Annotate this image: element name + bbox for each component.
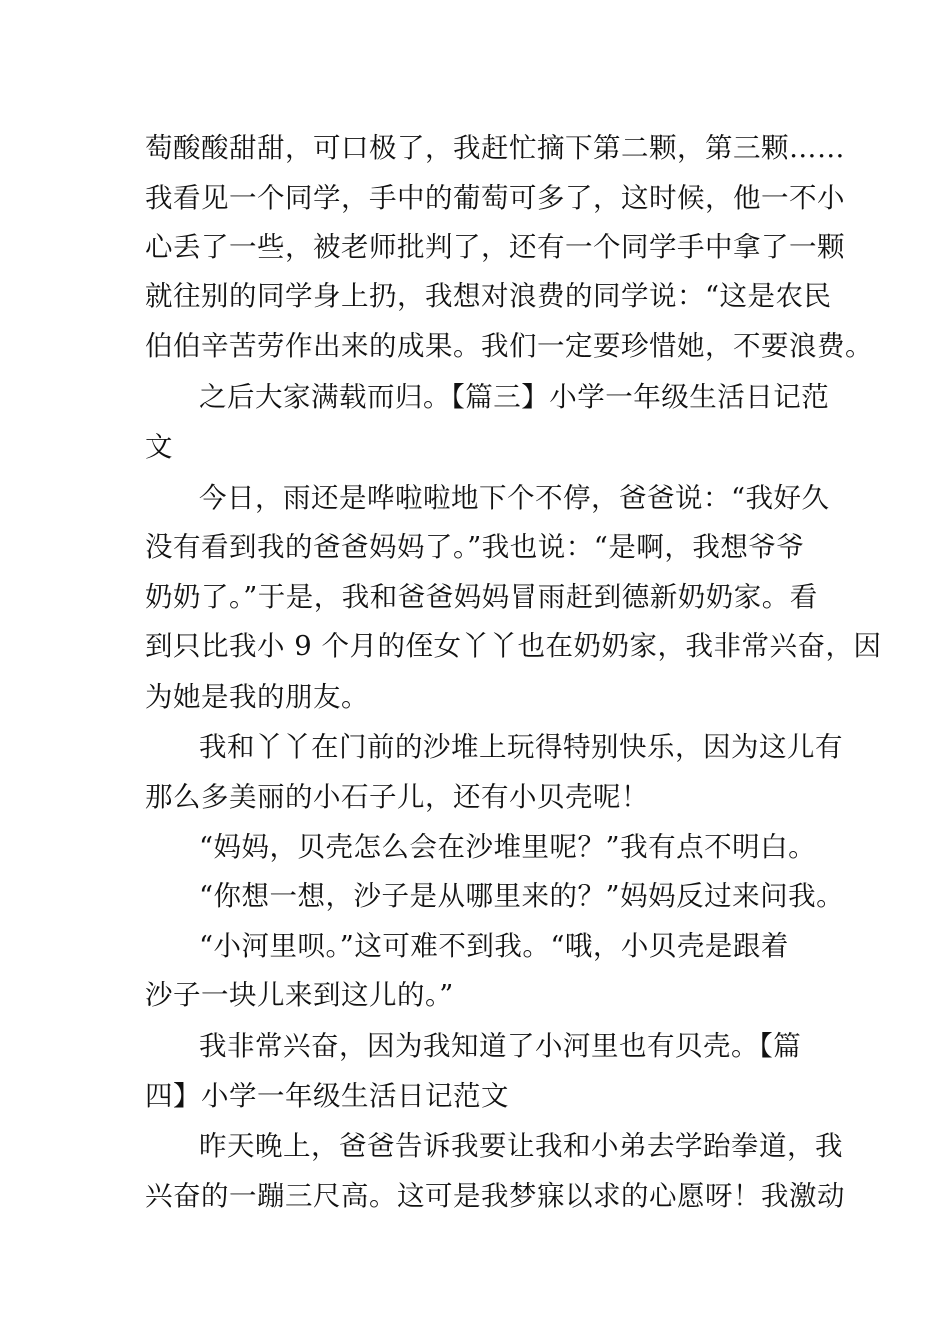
paragraph-start-line: 今日，雨还是哗啦啦地下个不停，爸爸说：“我好久 [199, 482, 830, 514]
text-line: 我看见一个同学，手中的葡萄可多了，这时候，他一不小 [145, 182, 845, 214]
text-line: 就往别的同学身上扔，我想对浪费的同学说：“这是农民 [145, 280, 832, 312]
dialogue-line: “妈妈，贝壳怎么会在沙堆里呢？”我有点不明白。 [199, 831, 817, 863]
dialogue-line: “小河里呗。”这可难不到我。“哦，小贝壳是跟着 [199, 930, 789, 962]
text-line: 伯伯辛苦劳作出来的成果。我们一定要珍惜她，不要浪费。 [145, 330, 873, 362]
text-line: 奶奶了。”于是，我和爸爸妈妈冒雨赶到德新奶奶家。看 [145, 581, 818, 613]
text-line: 心丢了一些，被老师批判了，还有一个同学手中拿了一颗 [145, 231, 845, 263]
paragraph-start-line: 我和丫丫在门前的沙堆上玩得特别快乐，因为这儿有 [199, 731, 843, 763]
text-line: 文 [145, 431, 173, 463]
paragraph-start-line: 昨天晚上，爸爸告诉我要让我和小弟去学跆拳道，我 [199, 1130, 843, 1162]
text-line: 四】小学一年级生活日记范文 [145, 1080, 509, 1112]
paragraph-start-line: 之后大家满载而归。【篇三】小学一年级生活日记范 [199, 381, 830, 413]
text-line: 沙子一块儿来到这儿的。” [145, 979, 454, 1011]
text-line: 萄酸酸甜甜，可口极了，我赶忙摘下第二颗，第三颗…… [145, 132, 845, 164]
text-line: 到只比我小 9 个月的侄女丫丫也在奶奶家，我非常兴奋，因 [145, 630, 882, 662]
text-line: 没有看到我的爸爸妈妈了。”我也说：“是啊，我想爷爷 [145, 531, 805, 563]
paragraph-start-line: 我非常兴奋，因为我知道了小河里也有贝壳。【篇 [199, 1030, 802, 1062]
text-line: 为她是我的朋友。 [145, 681, 369, 713]
text-line: 兴奋的一蹦三尺高。这可是我梦寐以求的心愿呀！我激动 [145, 1180, 845, 1212]
text-line: 那么多美丽的小石子儿，还有小贝壳呢！ [145, 781, 649, 813]
dialogue-line: “你想一想，沙子是从哪里来的？”妈妈反过来问我。 [199, 880, 845, 912]
